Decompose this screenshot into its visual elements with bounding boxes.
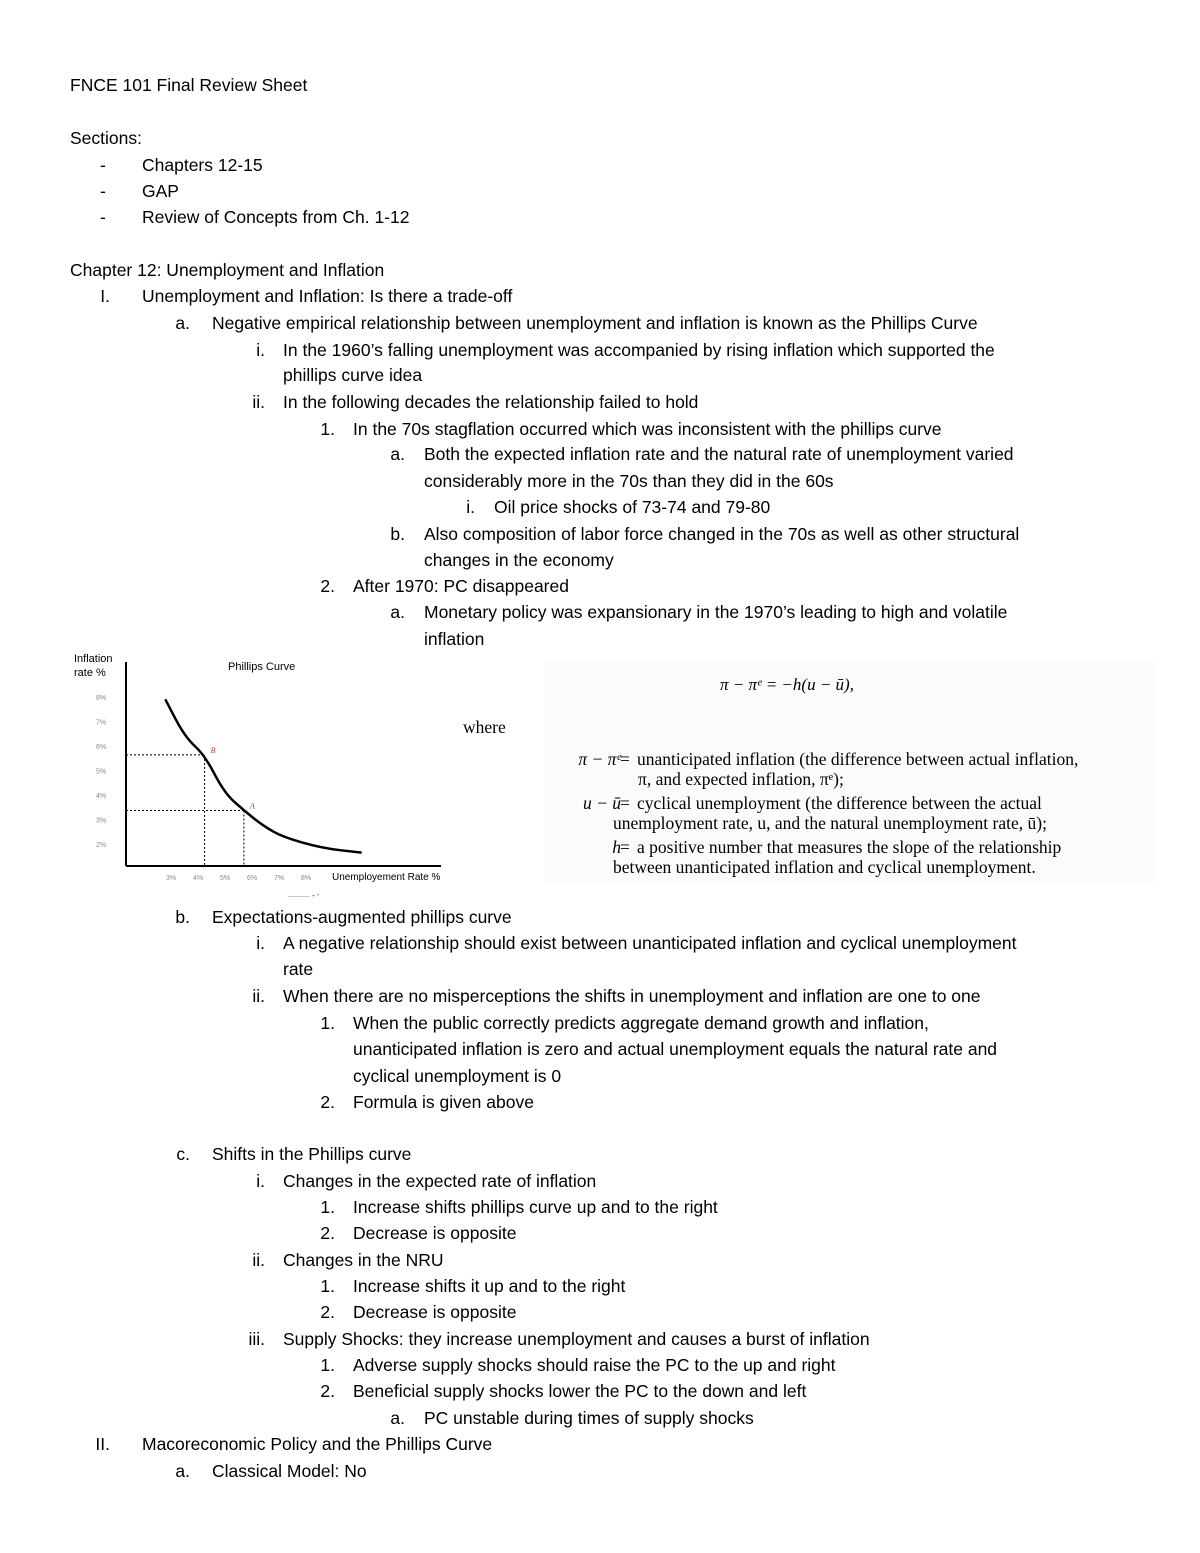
outline-item: Also composition of labor force changed in the 70s as well as other structural xyxy=(424,524,1020,544)
equation-main: π − πᵉ = −h(u − ū), xyxy=(720,675,854,694)
chart-y-tick-label: 5% xyxy=(96,768,107,776)
outline-item: A negative relationship should exist between unanticipated inflation and cyclical unemployment xyxy=(283,933,1017,953)
outline-item-cont: phillips curve idea xyxy=(283,365,423,385)
outline-item-cont: changes in the economy xyxy=(424,550,614,570)
chart-y-tick-label: 4% xyxy=(96,793,107,800)
outline-item: Decrease is opposite xyxy=(353,1223,517,1243)
outline-item: Monetary policy was expansionary in the 1970’s leading to high and volatile xyxy=(424,602,1008,622)
outline-item: Beneficial supply shocks lower the PC to the down and left xyxy=(353,1381,807,1401)
outline-marker: ii. xyxy=(252,1250,265,1270)
outline-item-cont: inflation xyxy=(424,629,485,649)
outline-marker: i. xyxy=(256,340,265,360)
outline-item: Increase shifts phillips curve up and to the right xyxy=(353,1197,718,1217)
outline-item: In the 70s stagflation occurred which was inconsistent with the phillips curve xyxy=(353,419,942,439)
outline-marker: 2. xyxy=(320,1302,335,1322)
def-lhs: π − πᵉ xyxy=(578,749,621,769)
phillips-curve-chart xyxy=(60,648,480,903)
def-lhs: u − ū xyxy=(582,793,621,813)
chart-xlabel: Unemployement Rate % xyxy=(332,872,441,883)
outline-marker: ii. xyxy=(252,392,265,412)
chart-y-tick-label: 2% xyxy=(96,842,107,849)
outline-item: Unemployment and Inflation: Is there a trade-off xyxy=(142,286,513,306)
outline-item: PC unstable during times of supply shocks xyxy=(424,1408,754,1428)
chart-ylabel-line1: Inflation xyxy=(74,653,113,665)
outline-item-cont: rate xyxy=(283,959,314,979)
outline-item: Expectations-augmented phillips curve xyxy=(212,907,512,927)
equation-where: where xyxy=(463,717,506,737)
def-rhs: cyclical unemployment (the difference between the actual xyxy=(637,793,1042,813)
outline-marker: c. xyxy=(176,1144,190,1164)
def-eq: = xyxy=(620,837,630,857)
outline-marker: i. xyxy=(466,497,475,517)
outline-marker: a. xyxy=(390,444,405,464)
def-eq: = xyxy=(620,793,630,813)
outline-marker: i. xyxy=(256,1171,265,1191)
chart-x-tick-label: 7% xyxy=(274,875,285,882)
outline-marker: ii. xyxy=(252,986,265,1006)
chart-y-tick-label: 8% xyxy=(96,695,107,702)
outline-marker: I. xyxy=(100,286,110,306)
outline-marker: 2. xyxy=(320,1092,335,1112)
outline-marker: a. xyxy=(175,1461,190,1481)
def-rhs-cont: unemployment rate, u, and the natural unemployment rate, ū); xyxy=(613,813,1047,833)
outline-item-cont: unanticipated inflation is zero and actual unemployment equals the natural rate and xyxy=(353,1039,998,1059)
outline-marker: a. xyxy=(175,313,190,333)
chart-x-tick-label: 8% xyxy=(301,875,312,882)
def-eq: = xyxy=(620,749,630,769)
def-rhs-cont: between unanticipated inflation and cyclical unemployment. xyxy=(613,857,1036,877)
equation-block xyxy=(463,660,1155,884)
bullet-dash: - xyxy=(100,207,106,227)
outline-marker: 1. xyxy=(320,1197,335,1217)
chart-x-tick-label: 3% xyxy=(166,875,177,882)
outline-item: Oil price shocks of 73-74 and 79-80 xyxy=(494,497,771,517)
outline-item: Decrease is opposite xyxy=(353,1302,517,1322)
outline-marker: 2. xyxy=(320,576,335,596)
chart-title: Phillips Curve xyxy=(228,661,296,673)
chart-x-tick-label: 4% xyxy=(193,875,204,882)
bullet-dash: - xyxy=(100,181,106,201)
outline-marker: 1. xyxy=(320,419,335,439)
section-item: Chapters 12-15 xyxy=(142,155,263,175)
chart-y-tick-label: 3% xyxy=(96,817,107,825)
outline-item: Macoreconomic Policy and the Phillips Curve xyxy=(142,1434,493,1454)
outline-item: When the public correctly predicts aggregate demand growth and inflation, xyxy=(353,1013,929,1033)
outline-marker: 1. xyxy=(320,1013,335,1033)
chart-ylabel-line2: rate % xyxy=(74,667,106,679)
def-rhs: unanticipated inflation (the difference between actual inflation, xyxy=(637,749,1079,769)
outline-item: Negative empirical relationship between unemployment and inflation is known as the Phillips Curve xyxy=(212,313,978,333)
outline-item: Both the expected inflation rate and the natural rate of unemployment varied xyxy=(424,444,1014,464)
chart-y-tick-label: 7% xyxy=(96,719,107,727)
outline-marker: b. xyxy=(390,524,405,544)
outline-item: In the following decades the relationship failed to hold xyxy=(283,392,699,412)
chart-y-tick-label: 6% xyxy=(96,744,107,751)
section-item: Review of Concepts from Ch. 1-12 xyxy=(142,207,410,227)
section-item: GAP xyxy=(142,181,179,201)
outline-marker: 1. xyxy=(320,1355,335,1375)
outline-item-cont: cyclical unemployment is 0 xyxy=(353,1066,562,1086)
outline-item-cont: considerably more in the 70s than they did in the 60s xyxy=(424,471,834,491)
outline-item: After 1970: PC disappeared xyxy=(353,576,569,596)
def-rhs: a positive number that measures the slope of the relationship xyxy=(637,837,1062,857)
outline-marker: 2. xyxy=(320,1381,335,1401)
chart-x-tick-label: 5% xyxy=(220,875,231,882)
outline-item: Adverse supply shocks should raise the PC to the up and right xyxy=(353,1355,836,1375)
outline-item: Shifts in the Phillips curve xyxy=(212,1144,412,1164)
chart-point-label: B xyxy=(210,745,216,755)
outline-item: In the 1960’s falling unemployment was accompanied by rising inflation which supported the xyxy=(283,340,995,360)
outline-item: Classical Model: No xyxy=(212,1461,367,1481)
def-rhs-cont: π, and expected inflation, πᵉ); xyxy=(638,769,844,789)
outline-marker: iii. xyxy=(248,1329,265,1349)
outline-marker: a. xyxy=(390,602,405,622)
sections-label: Sections: xyxy=(70,128,142,148)
chart-x-tick-label: 6% xyxy=(247,875,258,882)
phillips-curve-line xyxy=(165,699,361,852)
chart-point-label: A xyxy=(249,801,255,811)
outline-marker: II. xyxy=(95,1434,110,1454)
outline-item: Changes in the NRU xyxy=(283,1250,444,1270)
outline-item: Formula is given above xyxy=(353,1092,534,1112)
outline-marker: a. xyxy=(390,1408,405,1428)
outline-marker: 1. xyxy=(320,1276,335,1296)
outline-marker: i. xyxy=(256,933,265,953)
outline-item: When there are no misperceptions the shifts in unemployment and inflation are one to one xyxy=(283,986,981,1006)
chapter-heading: Chapter 12: Unemployment and Inflation xyxy=(70,260,385,280)
outline-marker: 2. xyxy=(320,1223,335,1243)
chart-x-note: ----------- + * xyxy=(288,894,320,900)
page-title: FNCE 101 Final Review Sheet xyxy=(70,75,308,95)
outline-item: Changes in the expected rate of inflation xyxy=(283,1171,597,1191)
outline-item: Supply Shocks: they increase unemployment and causes a burst of inflation xyxy=(283,1329,870,1349)
outline-item: Increase shifts it up and to the right xyxy=(353,1276,626,1296)
def-lhs: h xyxy=(612,837,621,857)
outline-marker: b. xyxy=(175,907,190,927)
bullet-dash: - xyxy=(100,155,106,175)
